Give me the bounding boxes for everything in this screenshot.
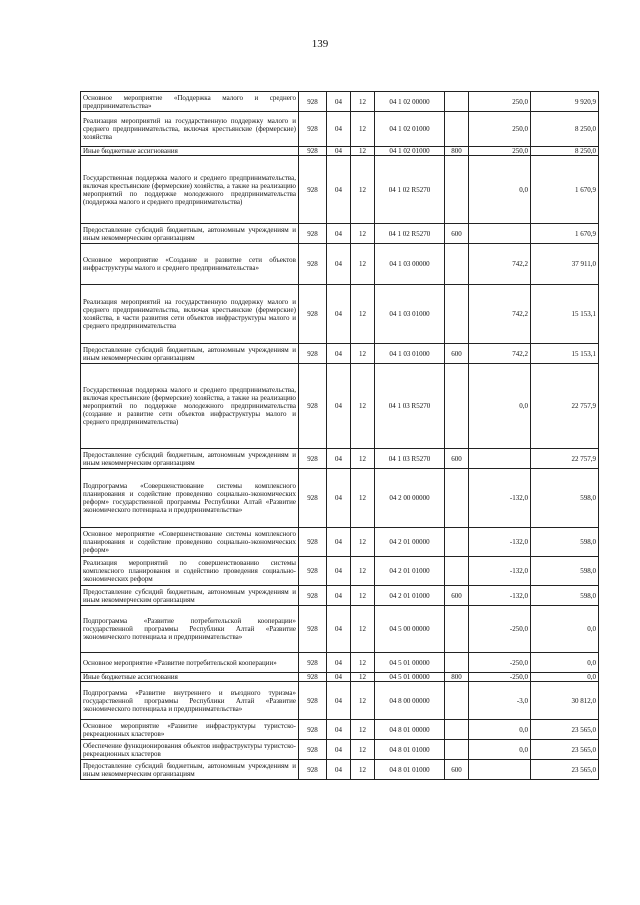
cell-subsection-code: 12	[351, 344, 375, 364]
cell-change-amount: -250,0	[469, 653, 531, 673]
cell-section-code: 04	[327, 244, 351, 285]
cell-section-code: 04	[327, 344, 351, 364]
cell-target-article: 04 8 01 01000	[375, 740, 445, 760]
cell-target-article: 04 1 02 R5270	[375, 156, 445, 224]
cell-expense-type	[445, 740, 469, 760]
cell-expense-type	[445, 720, 469, 740]
table-row	[81, 224, 599, 244]
cell-expense-type	[445, 606, 469, 653]
cell-admin-code: 928	[299, 653, 327, 673]
cell-subsection-code: 12	[351, 285, 375, 344]
cell-total-amount: 598,0	[531, 469, 599, 528]
table-row	[81, 244, 599, 285]
cell-expense-type: 600	[445, 586, 469, 606]
cell-total-amount: 9 920,9	[531, 92, 599, 112]
cell-admin-code: 928	[299, 740, 327, 760]
cell-total-amount: 0,0	[531, 673, 599, 682]
cell-change-amount: 0,0	[469, 740, 531, 760]
table-row	[81, 449, 599, 469]
cell-target-article: 04 5 01 00000	[375, 653, 445, 673]
cell-admin-code: 928	[299, 557, 327, 586]
cell-section-code: 04	[327, 528, 351, 557]
cell-section-code: 04	[327, 92, 351, 112]
table-row	[81, 673, 599, 682]
cell-subsection-code: 12	[351, 156, 375, 224]
cell-total-amount: 598,0	[531, 557, 599, 586]
table-body	[81, 92, 599, 780]
cell-name: Предоставление субсидий бюджетным, автономным учреждениям и иным некоммерческим организациям	[81, 760, 299, 780]
cell-admin-code: 928	[299, 92, 327, 112]
cell-total-amount: 598,0	[531, 528, 599, 557]
cell-expense-type: 800	[445, 673, 469, 682]
table-row	[81, 653, 599, 673]
cell-name: Основное мероприятие «Развитие инфраструктуры туристско-рекреационных кластеров»	[81, 720, 299, 740]
cell-target-article: 04 1 03 00000	[375, 244, 445, 285]
cell-name: Основное мероприятие «Поддержка малого и среднего предпринимательства»	[81, 92, 299, 112]
cell-total-amount: 22 757,9	[531, 449, 599, 469]
cell-total-amount: 0,0	[531, 653, 599, 673]
page-number: 139	[311, 38, 329, 50]
cell-admin-code: 928	[299, 224, 327, 244]
cell-total-amount: 0,0	[531, 606, 599, 653]
cell-name: Реализация мероприятий на государственную поддержку малого и среднего предпринимательства, включая крестьянские (фермерские) хозяйства, в части развития сети объектов инфраструктуры малого и среднего предпринимательства	[81, 285, 299, 344]
cell-target-article: 04 5 01 00000	[375, 673, 445, 682]
cell-admin-code: 928	[299, 244, 327, 285]
budget-table	[80, 91, 599, 780]
cell-subsection-code: 12	[351, 528, 375, 557]
cell-total-amount: 1 670,9	[531, 224, 599, 244]
table-row	[81, 740, 599, 760]
table-row	[81, 285, 599, 344]
cell-name: Предоставление субсидий бюджетным, автономным учреждениям и иным некоммерческим организациям	[81, 449, 299, 469]
cell-subsection-code: 12	[351, 740, 375, 760]
cell-expense-type: 600	[445, 449, 469, 469]
cell-target-article: 04 1 02 R5270	[375, 224, 445, 244]
cell-subsection-code: 12	[351, 673, 375, 682]
cell-section-code: 04	[327, 285, 351, 344]
cell-total-amount: 8 250,0	[531, 147, 599, 156]
cell-subsection-code: 12	[351, 147, 375, 156]
cell-expense-type	[445, 557, 469, 586]
table-row	[81, 112, 599, 147]
cell-name: Предоставление субсидий бюджетным, автономным учреждениям и иным некоммерческим организациям	[81, 224, 299, 244]
cell-target-article: 04 1 03 R5270	[375, 449, 445, 469]
cell-target-article: 04 1 03 01000	[375, 344, 445, 364]
table-row	[81, 156, 599, 224]
cell-admin-code: 928	[299, 673, 327, 682]
cell-change-amount: -132,0	[469, 528, 531, 557]
cell-section-code: 04	[327, 156, 351, 224]
cell-change-amount	[469, 224, 531, 244]
cell-subsection-code: 12	[351, 586, 375, 606]
cell-target-article: 04 1 02 01000	[375, 147, 445, 156]
cell-target-article: 04 1 03 R5270	[375, 364, 445, 449]
cell-admin-code: 928	[299, 147, 327, 156]
cell-admin-code: 928	[299, 364, 327, 449]
cell-subsection-code: 12	[351, 653, 375, 673]
table-row	[81, 586, 599, 606]
cell-section-code: 04	[327, 469, 351, 528]
cell-change-amount: 250,0	[469, 92, 531, 112]
cell-change-amount	[469, 449, 531, 469]
cell-name: Предоставление субсидий бюджетным, автономным учреждениям и иным некоммерческим организациям	[81, 586, 299, 606]
cell-change-amount: -3,0	[469, 682, 531, 720]
cell-change-amount: 742,2	[469, 285, 531, 344]
cell-expense-type: 600	[445, 224, 469, 244]
cell-subsection-code: 12	[351, 112, 375, 147]
table-row	[81, 720, 599, 740]
table-row	[81, 682, 599, 720]
cell-total-amount: 23 565,0	[531, 720, 599, 740]
cell-change-amount	[469, 760, 531, 780]
cell-admin-code: 928	[299, 112, 327, 147]
cell-admin-code: 928	[299, 586, 327, 606]
cell-name: Основное мероприятие «Развитие потребительской кооперации»	[81, 653, 299, 673]
cell-section-code: 04	[327, 653, 351, 673]
cell-target-article: 04 8 01 00000	[375, 720, 445, 740]
cell-target-article: 04 1 03 01000	[375, 285, 445, 344]
cell-change-amount: -132,0	[469, 557, 531, 586]
cell-total-amount: 37 911,0	[531, 244, 599, 285]
cell-target-article: 04 5 00 00000	[375, 606, 445, 653]
cell-change-amount: -132,0	[469, 586, 531, 606]
table-row	[81, 557, 599, 586]
cell-subsection-code: 12	[351, 92, 375, 112]
cell-total-amount: 22 757,9	[531, 364, 599, 449]
cell-target-article: 04 2 01 01000	[375, 557, 445, 586]
cell-name: Государственная поддержка малого и среднего предпринимательства, включая крестьянские (фермерские) хозяйства, а также на реализацию мероприятий по поддержке молодежного предпринимательства (создание и развитие сети объектов инфраструктуры малого и среднего предпринимательства)	[81, 364, 299, 449]
cell-name: Подпрограмма «Совершенствование системы комплексного планирования и содействие проведению социально-экономических реформ» государственной программы Республики Алтай «Развитие экономического потенциала и предпринимательства»	[81, 469, 299, 528]
cell-section-code: 04	[327, 112, 351, 147]
cell-target-article: 04 2 01 01000	[375, 586, 445, 606]
cell-change-amount: 250,0	[469, 112, 531, 147]
cell-admin-code: 928	[299, 285, 327, 344]
cell-expense-type: 800	[445, 147, 469, 156]
cell-change-amount: 0,0	[469, 156, 531, 224]
cell-name: Иные бюджетные ассигнования	[81, 673, 299, 682]
cell-target-article: 04 1 02 00000	[375, 92, 445, 112]
cell-expense-type	[445, 244, 469, 285]
cell-section-code: 04	[327, 364, 351, 449]
cell-target-article: 04 8 00 00000	[375, 682, 445, 720]
cell-target-article: 04 2 01 00000	[375, 528, 445, 557]
cell-admin-code: 928	[299, 720, 327, 740]
cell-name: Иные бюджетные ассигнования	[81, 147, 299, 156]
cell-total-amount: 23 565,0	[531, 760, 599, 780]
table-row	[81, 606, 599, 653]
cell-change-amount: 742,2	[469, 344, 531, 364]
cell-subsection-code: 12	[351, 449, 375, 469]
cell-total-amount: 15 153,1	[531, 285, 599, 344]
cell-total-amount: 30 812,0	[531, 682, 599, 720]
cell-admin-code: 928	[299, 469, 327, 528]
cell-section-code: 04	[327, 224, 351, 244]
cell-total-amount: 23 565,0	[531, 740, 599, 760]
cell-admin-code: 928	[299, 682, 327, 720]
cell-target-article: 04 8 01 01000	[375, 760, 445, 780]
cell-admin-code: 928	[299, 606, 327, 653]
cell-subsection-code: 12	[351, 364, 375, 449]
cell-admin-code: 928	[299, 760, 327, 780]
cell-admin-code: 928	[299, 344, 327, 364]
cell-total-amount: 1 670,9	[531, 156, 599, 224]
cell-section-code: 04	[327, 760, 351, 780]
cell-subsection-code: 12	[351, 682, 375, 720]
cell-expense-type	[445, 112, 469, 147]
cell-section-code: 04	[327, 557, 351, 586]
cell-name: Подпрограмма «Развитие потребительской кооперации» государственной программы Республики Алтай «Развитие экономического потенциала и предпринимательства»	[81, 606, 299, 653]
table-row	[81, 528, 599, 557]
table-row	[81, 364, 599, 449]
cell-name: Реализация мероприятий по совершенствованию системы комплексного планирования и содействию проведения социально-экономических реформ	[81, 557, 299, 586]
cell-expense-type	[445, 469, 469, 528]
cell-change-amount: -132,0	[469, 469, 531, 528]
cell-total-amount: 598,0	[531, 586, 599, 606]
table-row	[81, 344, 599, 364]
cell-name: Основное мероприятие «Совершенствование системы комплексного планирования и содействие проведению социально-экономических реформ»	[81, 528, 299, 557]
table-row	[81, 469, 599, 528]
cell-subsection-code: 12	[351, 606, 375, 653]
cell-subsection-code: 12	[351, 224, 375, 244]
cell-name: Подпрограмма «Развитие внутреннего и въездного туризма» государственной программы Республики Алтай «Развитие экономического потенциала и предпринимательства»	[81, 682, 299, 720]
cell-change-amount: -250,0	[469, 606, 531, 653]
cell-section-code: 04	[327, 606, 351, 653]
table-row	[81, 147, 599, 156]
cell-change-amount: 0,0	[469, 364, 531, 449]
cell-name: Обеспечение функционирования объектов инфраструктуры туристско-рекреационных кластеров	[81, 740, 299, 760]
cell-name: Предоставление субсидий бюджетным, автономным учреждениям и иным некоммерческим организациям	[81, 344, 299, 364]
cell-admin-code: 928	[299, 449, 327, 469]
cell-admin-code: 928	[299, 156, 327, 224]
cell-section-code: 04	[327, 740, 351, 760]
cell-section-code: 04	[327, 673, 351, 682]
cell-expense-type	[445, 285, 469, 344]
table-row	[81, 92, 599, 112]
cell-expense-type: 600	[445, 760, 469, 780]
cell-name: Государственная поддержка малого и среднего предпринимательства, включая крестьянские (фермерские) хозяйства, а также на реализацию мероприятий по поддержке молодежного предпринимательства (поддержка малого и среднего предпринимательства)	[81, 156, 299, 224]
cell-change-amount: 250,0	[469, 147, 531, 156]
cell-admin-code: 928	[299, 528, 327, 557]
cell-expense-type	[445, 682, 469, 720]
cell-expense-type	[445, 528, 469, 557]
cell-section-code: 04	[327, 147, 351, 156]
cell-section-code: 04	[327, 449, 351, 469]
cell-expense-type	[445, 653, 469, 673]
cell-expense-type	[445, 156, 469, 224]
cell-expense-type	[445, 364, 469, 449]
cell-subsection-code: 12	[351, 557, 375, 586]
cell-total-amount: 8 250,0	[531, 112, 599, 147]
cell-target-article: 04 2 00 00000	[375, 469, 445, 528]
cell-change-amount: 742,2	[469, 244, 531, 285]
cell-section-code: 04	[327, 682, 351, 720]
cell-subsection-code: 12	[351, 469, 375, 528]
cell-subsection-code: 12	[351, 720, 375, 740]
cell-name: Основное мероприятие «Создание и развитие сети объектов инфраструктуры малого и среднего предпринимательства»	[81, 244, 299, 285]
table-row	[81, 760, 599, 780]
cell-total-amount: 15 153,1	[531, 344, 599, 364]
cell-subsection-code: 12	[351, 760, 375, 780]
cell-subsection-code: 12	[351, 244, 375, 285]
cell-target-article: 04 1 02 01000	[375, 112, 445, 147]
cell-expense-type: 600	[445, 344, 469, 364]
cell-change-amount: 0,0	[469, 720, 531, 740]
cell-section-code: 04	[327, 720, 351, 740]
cell-change-amount: -250,0	[469, 673, 531, 682]
cell-section-code: 04	[327, 586, 351, 606]
cell-name: Реализация мероприятий на государственную поддержку малого и среднего предпринимательства, включая крестьянские (фермерские) хозяйства	[81, 112, 299, 147]
cell-expense-type	[445, 92, 469, 112]
